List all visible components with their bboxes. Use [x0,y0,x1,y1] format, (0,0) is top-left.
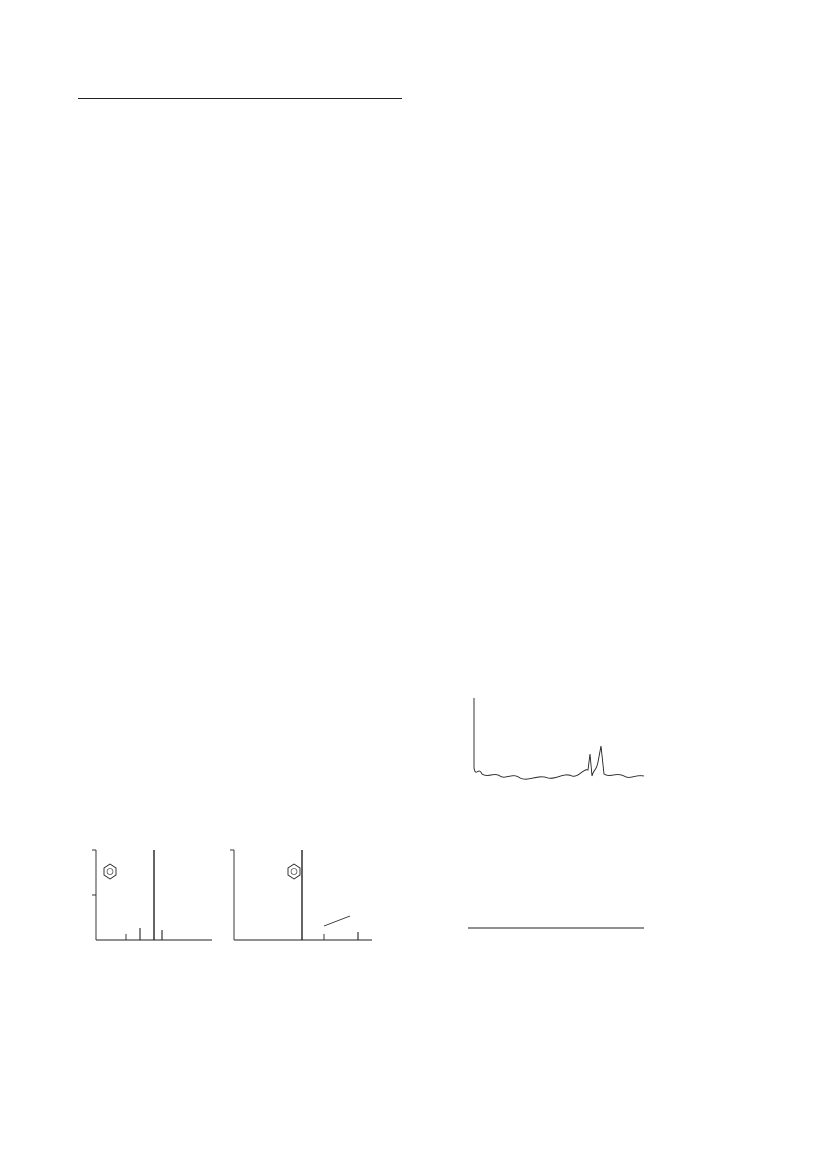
figure1-mass-spectra [62,840,422,960]
benzene-ring-icon [104,864,116,879]
tic-trace [474,698,644,779]
benzene-ring-icon [288,864,300,879]
figure2-mass-chromatogram [460,688,730,958]
left-column [78,72,402,135]
right-column [426,72,748,108]
